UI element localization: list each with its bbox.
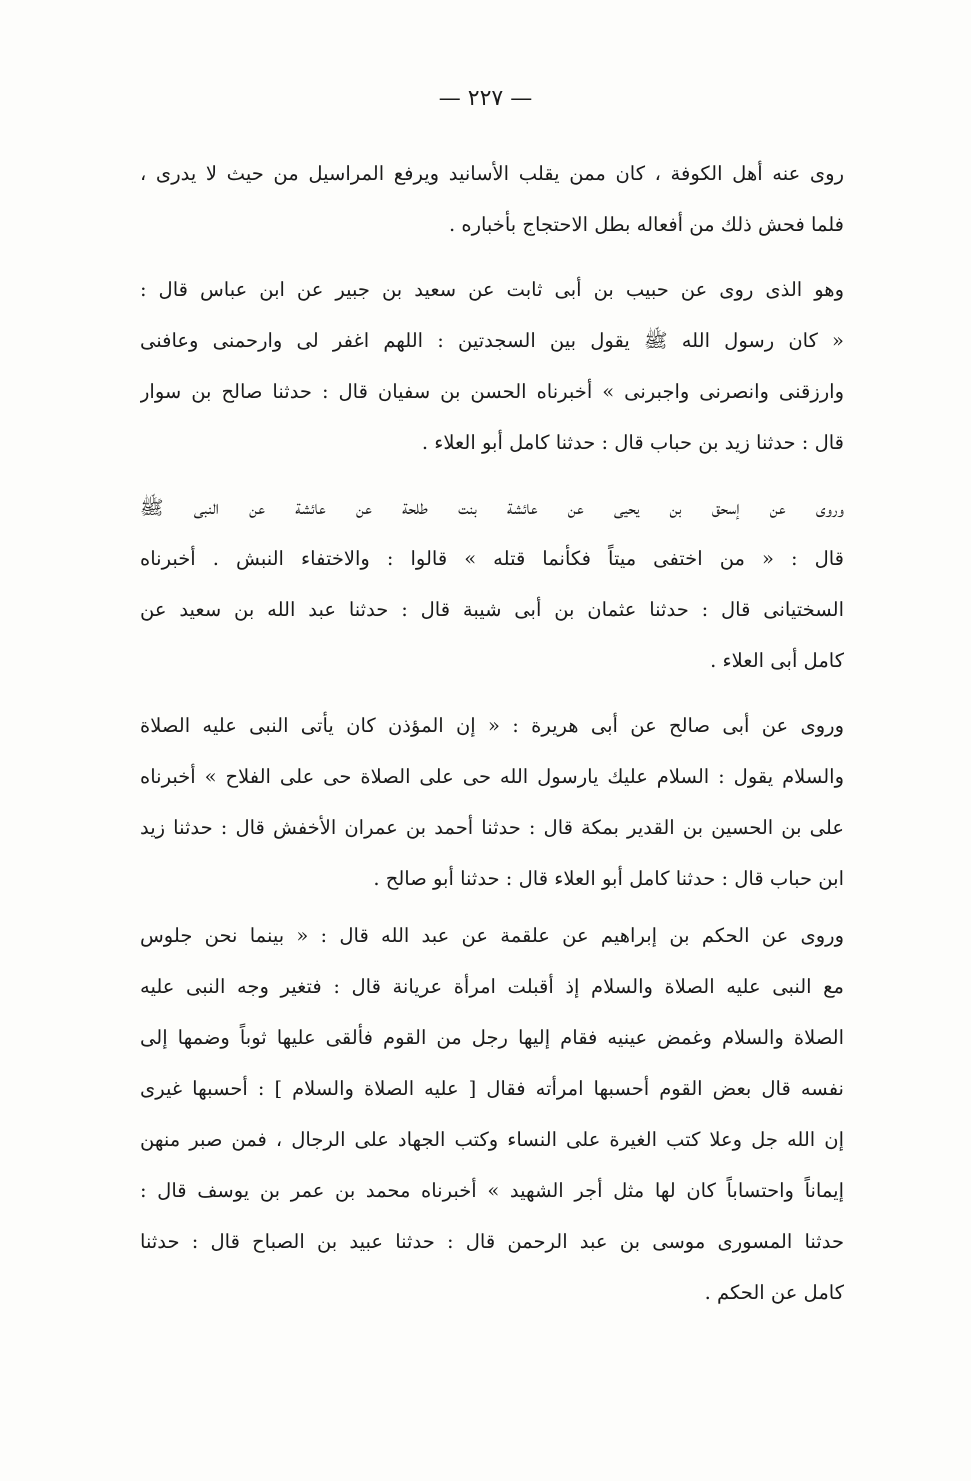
paragraph-4 bbox=[140, 700, 844, 904]
text-line: قال : حدثنا زيد بن حباب قال : حدثنا كامل أبو العلاء . bbox=[421, 431, 844, 454]
text-line: وروى عن الحكم بن إبراهيم عن علقمة عن عبد الله قال : « بينما نحن جلوس bbox=[140, 924, 844, 947]
text-line: وهو الذى روى عن حبيب بن أبى ثابت عن سعيد بن جبير عن ابن عباس قال : bbox=[140, 278, 844, 301]
text-line: وارزقنى وانصرنى واجبرنى » أخبرناه الحسن بن سفيان قال : حدثنا صالح بن سوار bbox=[140, 380, 844, 403]
page-number: — ٢٢٧ — bbox=[438, 86, 533, 111]
text-line: نفسه قال بعض القوم أحسبها امرأته فقال [ عليه الصلاة والسلام ] : أحسبها غيرى bbox=[140, 1077, 844, 1100]
paragraph-5 bbox=[140, 910, 844, 1318]
text-line: السختيانى قال : حدثنا عثمان بن أبى شيبة قال : حدثنا عبد الله بن سعيد عن bbox=[140, 598, 844, 621]
text-line: إيماناً واحتساباً كان لها مثل أجر الشهيد » أخبرناه محمد بن عمر بن يوسف قال : bbox=[140, 1179, 844, 1202]
text-line: إن الله جل وعلا كتب الغيرة على النساء وكتب الجهاد على الرجال ، فمن صبر منهن bbox=[140, 1128, 844, 1151]
text-line: وروى عن إسحق بن يحيى عن عائشة بنت طلحة عن عائشة عن النبى ﷺ bbox=[140, 496, 844, 519]
text-line: كامل عن الحكم . bbox=[704, 1281, 844, 1304]
text-line: الصلاة والسلام وغمض عينيه فقام إليها رجل من القوم فألقى عليها ثوباً وضمها إلى bbox=[140, 1026, 844, 1049]
text-line: والسلام يقول : السلام عليك يارسول الله حى على الصلاة حى على الفلاح » أخبرناه bbox=[140, 765, 844, 788]
text-line: حدثنا المسورى موسى بن عبد الرحمن قال : حدثنا عبيد بن الصباح قال : حدثنا bbox=[140, 1230, 844, 1253]
body-text bbox=[140, 148, 844, 1332]
text-line: مع النبى عليه الصلاة والسلام إذ أقبلت امرأة عريانة قال : فتغير وجه النبى عليه bbox=[140, 975, 844, 998]
text-line: كامل أبى العلاء . bbox=[710, 649, 844, 672]
paragraph-2 bbox=[140, 264, 844, 468]
paragraph-1 bbox=[140, 148, 844, 250]
text-line: روى عنه أهل الكوفة ، كان ممن يقلب الأسانيد ويرفع المراسيل من حيث لا يدرى ، bbox=[140, 162, 844, 185]
text-line: قال : « من اختفى ميتاً فكأنما قتله » قالوا : والاختفاء النبش . أخبرناه bbox=[140, 547, 844, 570]
text-line: على بن الحسين بن القدير بمكة قال : حدثنا أحمد بن عمران الأخفش قال : حدثنا زيد bbox=[140, 816, 844, 839]
paragraph-3 bbox=[140, 482, 844, 686]
text-line: « كان رسول الله ﷺ يقول بين السجدتين : اللهم اغفر لى وارحمنى وعافنى bbox=[140, 329, 844, 352]
text-line: وروى عن أبى صالح عن أبى هريرة : « إن المؤذن كان يأتى النبى عليه الصلاة bbox=[140, 714, 844, 737]
text-line: ابن حباب قال : حدثنا كامل أبو العلاء قال : حدثنا أبو صالح . bbox=[373, 867, 844, 890]
text-line: فلما فحش ذلك من أفعاله بطل الاحتجاج بأخباره . bbox=[448, 213, 844, 236]
